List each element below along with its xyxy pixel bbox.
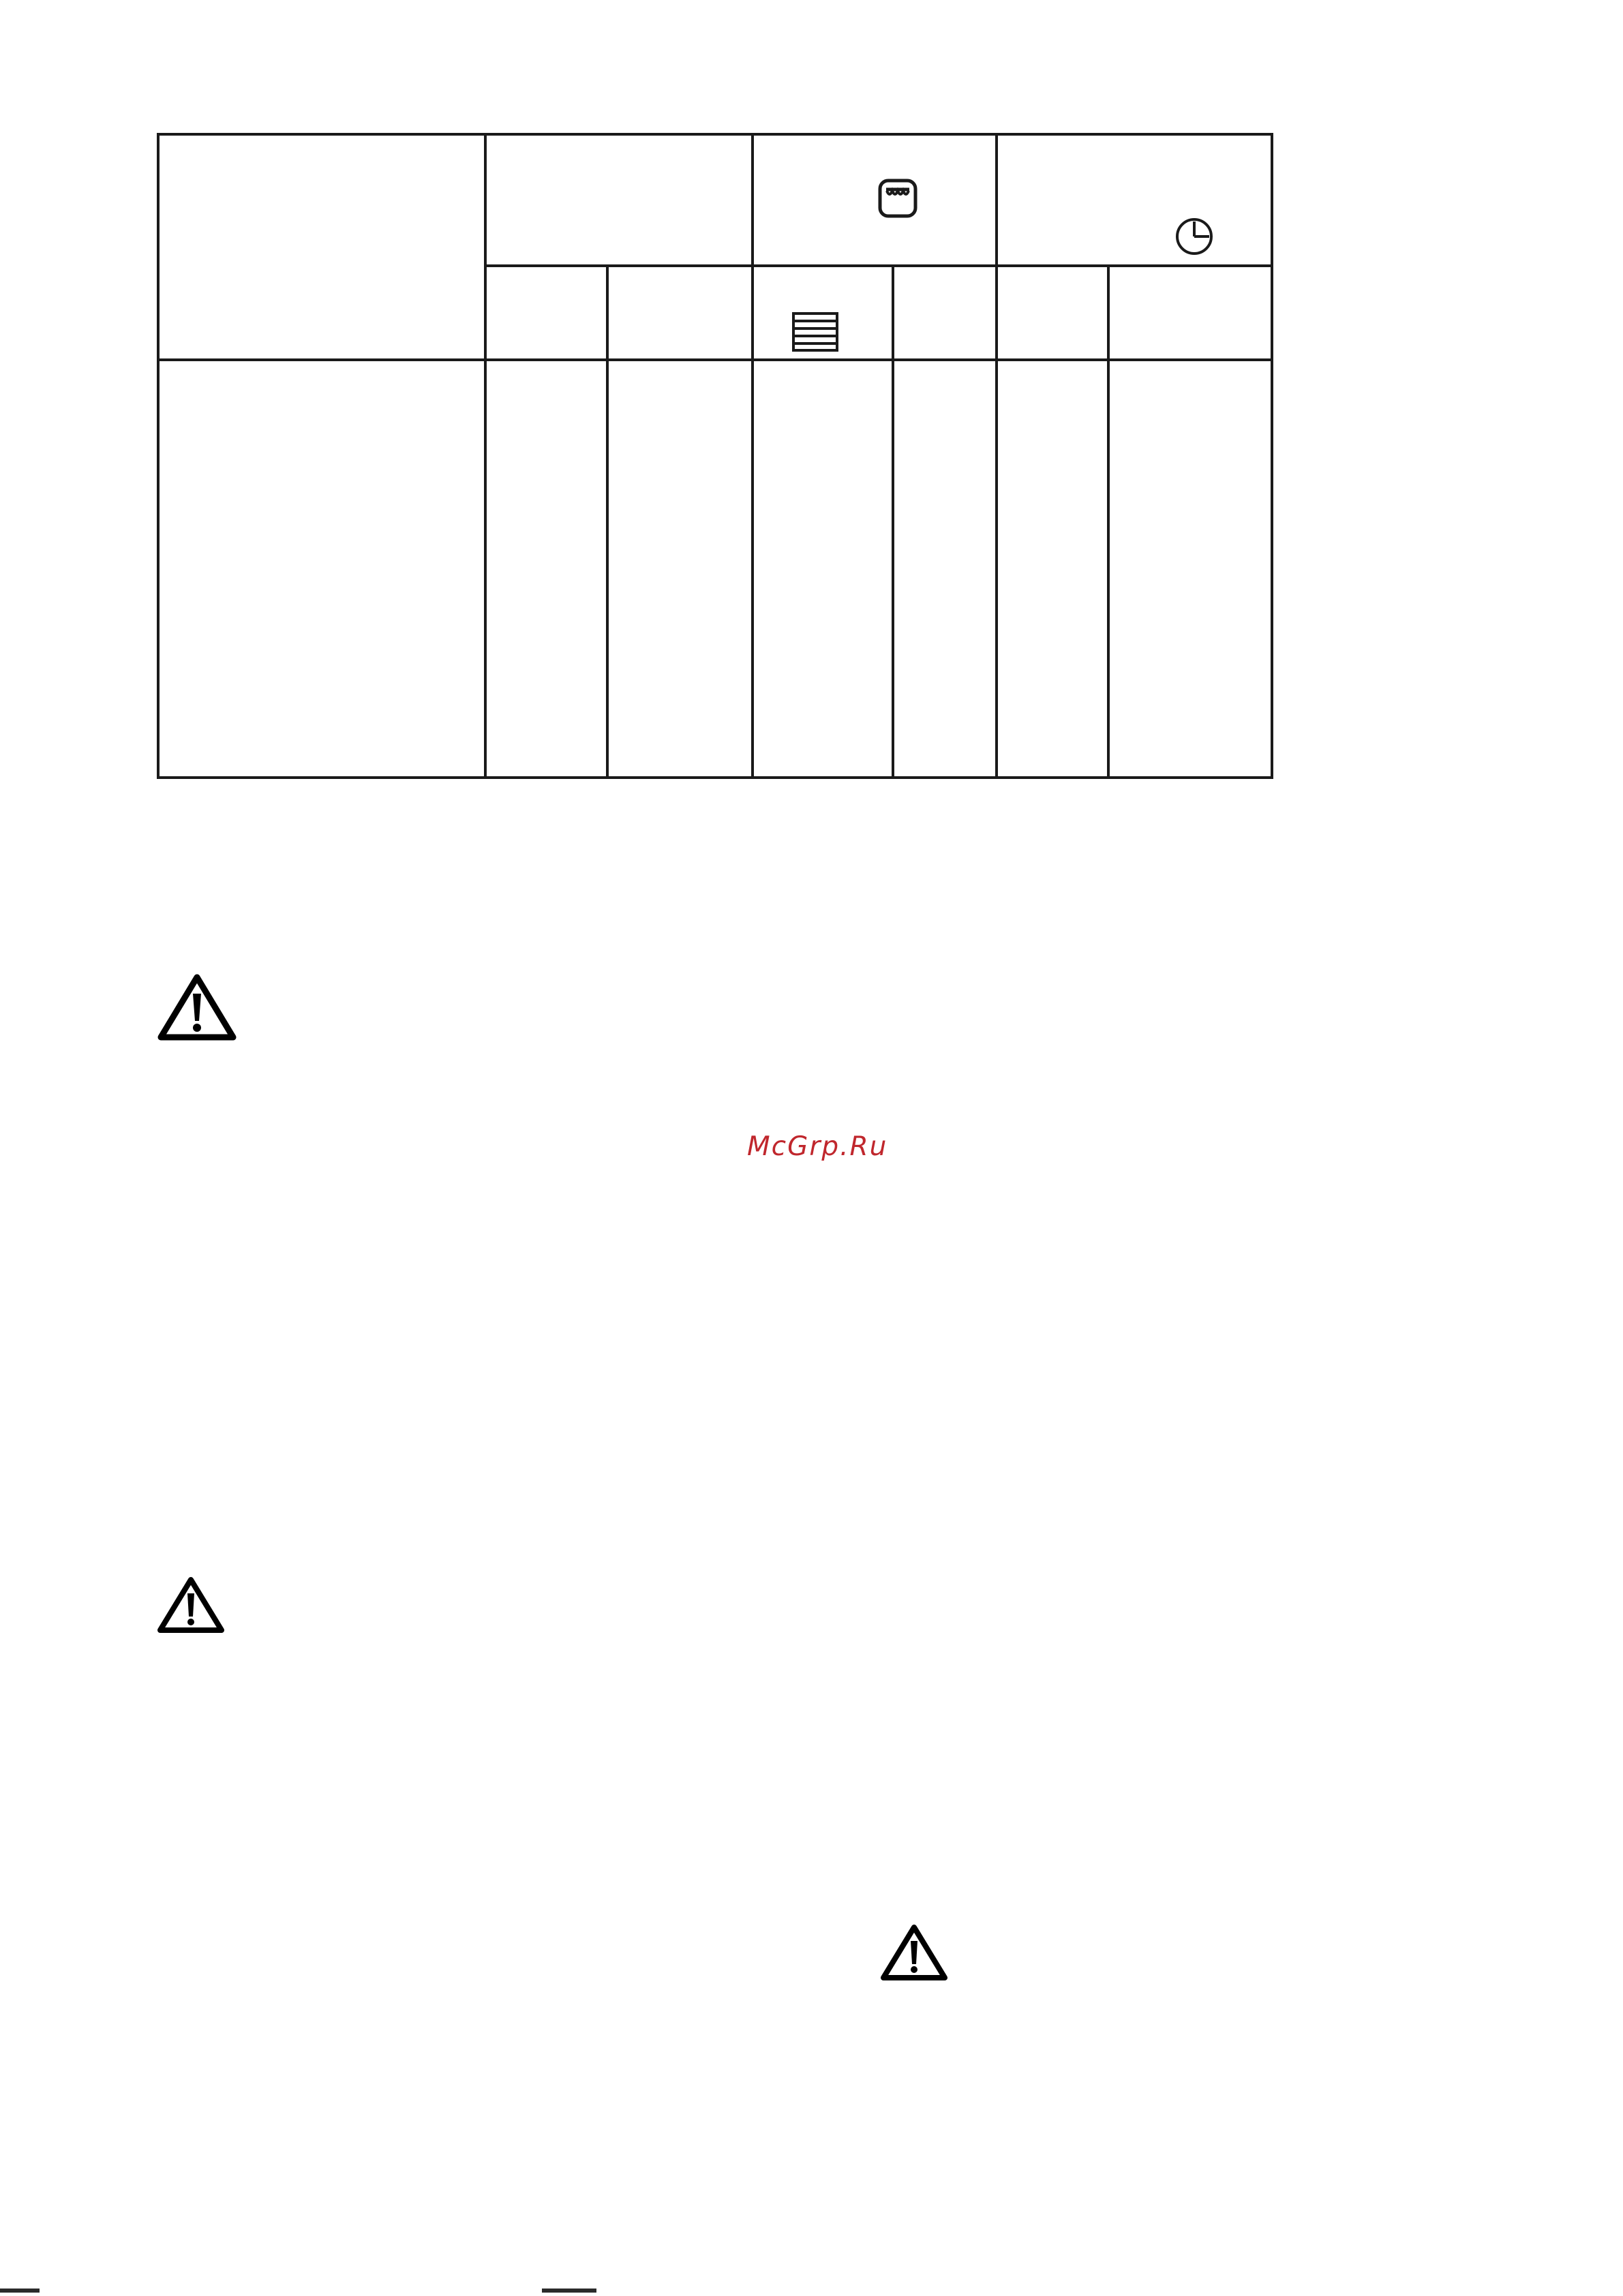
- shelf-level-icon: [793, 313, 837, 350]
- warning-triangle-icon: [157, 973, 237, 1041]
- footer-mark: [0, 2289, 40, 2293]
- footer-mark: [542, 2289, 596, 2293]
- warning-triangle-icon: [880, 1923, 948, 1982]
- cooking-table: [157, 133, 1273, 779]
- oven-heater-icon: [880, 181, 915, 216]
- watermark-text: McGrp.Ru: [747, 1131, 888, 1162]
- warning-triangle-icon: [157, 1576, 225, 1634]
- clock-icon: [1177, 219, 1211, 254]
- table-border: [158, 134, 1272, 778]
